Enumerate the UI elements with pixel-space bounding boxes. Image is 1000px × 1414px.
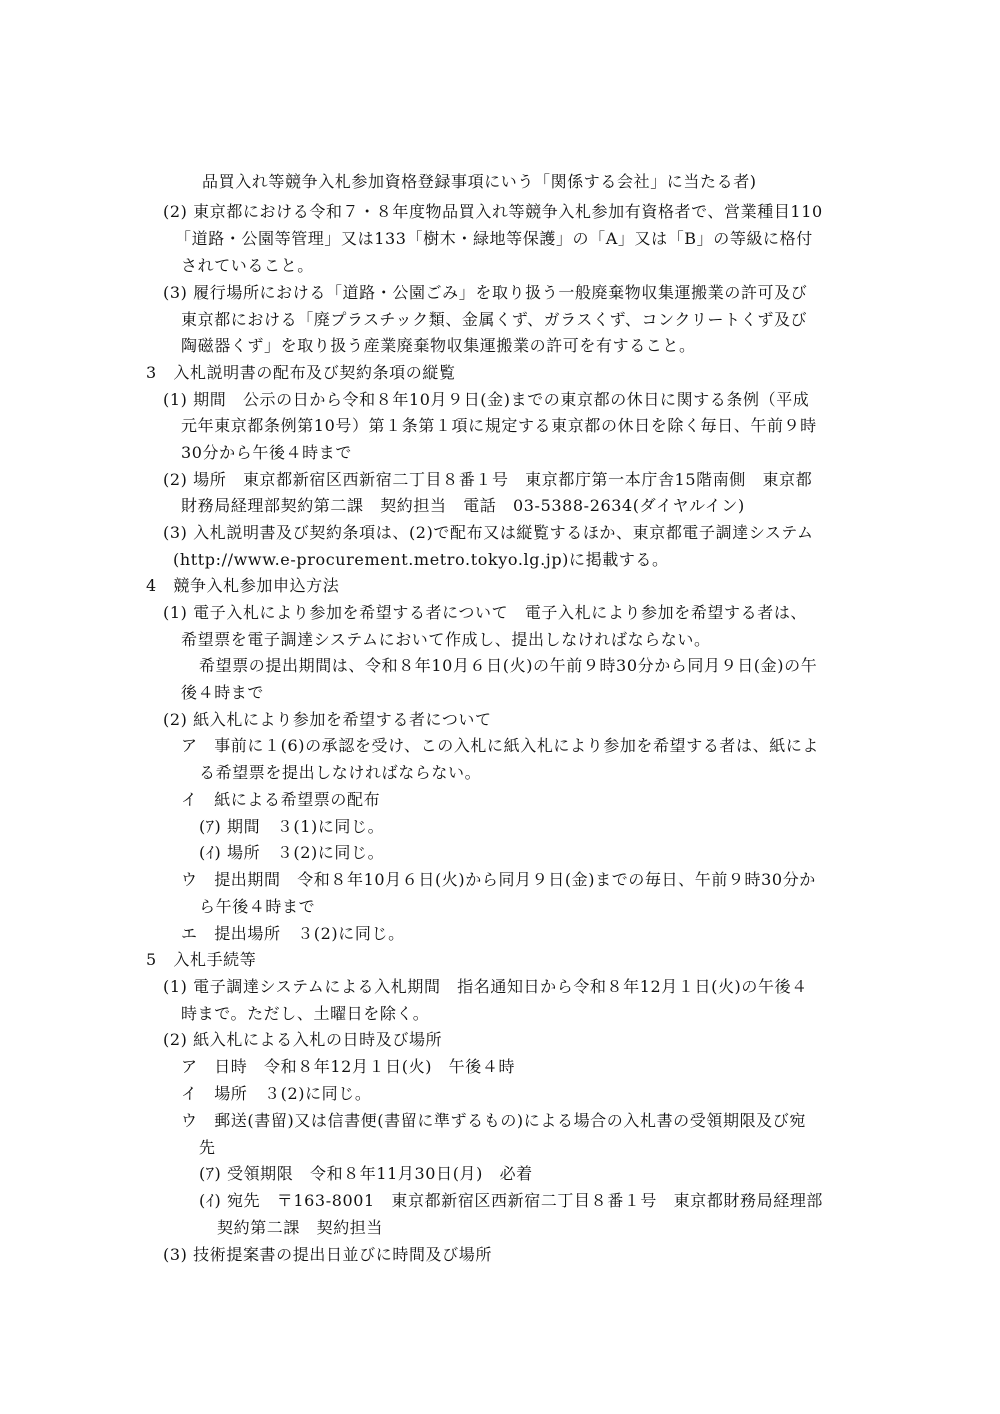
text-line: 「道路・公園等管理」又は133「樹木・緑地等保護」の「A」又は「B」の等級に格付 xyxy=(175,229,813,248)
text-line: 先 xyxy=(199,1138,216,1157)
text-line: (2) 紙入札による入札の日時及び場所 xyxy=(163,1030,443,1049)
text-line: 品買入れ等競争入札参加資格登録事項にいう「関係する会社」に当たる者) xyxy=(202,172,757,191)
text-line: 希望票を電子調達システムにおいて作成し、提出しなければならない。 xyxy=(181,630,711,649)
text-line: 30分から午後４時まで xyxy=(181,443,352,462)
section-heading: 5 入札手続等 xyxy=(146,950,257,969)
text-line: 時まで。ただし、土曜日を除く。 xyxy=(181,1004,430,1023)
text-line: 希望票の提出期間は、令和８年10月６日(火)の午前９時30分から同月９日(金)の午 xyxy=(199,656,818,675)
text-line: ウ 提出期間 令和８年10月６日(火)から同月９日(金)までの毎日、午前９時30分か xyxy=(181,870,816,889)
text-line: イ 紙による希望票の配布 xyxy=(181,790,381,809)
text-line: されていること。 xyxy=(181,256,314,275)
text-line: 後４時まで xyxy=(181,683,265,702)
text-line: (ｱ) 期間 ３(1)に同じ。 xyxy=(199,817,385,836)
text-line: エ 提出場所 ３(2)に同じ。 xyxy=(181,924,405,943)
text-line: る希望票を提出しなければならない。 xyxy=(199,763,482,782)
text-line: (ｱ) 受領期限 令和８年11月30日(月) 必着 xyxy=(199,1164,533,1183)
text-line: (3) 入札説明書及び契約条項は、(2)で配布又は縦覧するほか、東京都電子調達システム xyxy=(163,523,814,542)
text-line: 陶磁器くず」を取り扱う産業廃棄物収集運搬業の許可を有すること。 xyxy=(181,336,696,355)
text-line: (2) 場所 東京都新宿区西新宿二丁目８番１号 東京都庁第一本庁舎15階南側 東京都 xyxy=(163,470,813,489)
text-line: (1) 電子入札により参加を希望する者について 電子入札により参加を希望する者は、 xyxy=(163,603,808,622)
text-line: (ｲ) 宛先 〒163-8001 東京都新宿区西新宿二丁目８番１号 東京都財務局経理部 xyxy=(199,1191,824,1210)
text-line: 東京都における「廃プラスチック類、金属くず、ガラスくず、コンクリートくず及び xyxy=(181,310,808,329)
section-heading: 4 競争入札参加申込方法 xyxy=(146,576,340,595)
text-line: ウ 郵送(書留)又は信書便(書留に準ずるもの)による場合の入札書の受領期限及び宛 xyxy=(181,1111,806,1130)
text-line: ら午後４時まで xyxy=(199,897,316,916)
url-text: (http://www.e-procurement.metro.tokyo.lg.jp)に掲載する。 xyxy=(173,550,669,569)
text-line: (1) 電子調達システムによる入札期間 指名通知日から令和８年12月１日(火)の午後４ xyxy=(163,977,808,996)
text-line: ア 事前に１(6)の承認を受け、この入札に紙入札により参加を希望する者は、紙によ xyxy=(181,736,820,755)
text-line: (3) 技術提案書の提出日並びに時間及び場所 xyxy=(163,1245,492,1264)
text-line: 元年東京都条例第10号）第１条第１項に規定する東京都の休日を除く毎日、午前９時 xyxy=(181,416,817,435)
text-line: 契約第二課 契約担当 xyxy=(217,1218,384,1237)
section-heading: 3 入札説明書の配布及び契約条項の縦覧 xyxy=(146,363,456,382)
text-line: (2) 紙入札により参加を希望する者について xyxy=(163,710,492,729)
text-line: (ｲ) 場所 ３(2)に同じ。 xyxy=(199,843,385,862)
text-line: ア 日時 令和８年12月１日(火) 午後４時 xyxy=(181,1057,516,1076)
text-line: (3) 履行場所における「道路・公園ごみ」を取り扱う一般廃棄物収集運搬業の許可及び xyxy=(163,283,808,302)
text-line: (1) 期間 公示の日から令和８年10月９日(金)までの東京都の休日に関する条例（平成 xyxy=(163,390,810,409)
text-line: (2) 東京都における令和７・８年度物品買入れ等競争入札参加有資格者で、営業種目110 xyxy=(163,202,823,221)
text-line: 財務局経理部契約第二課 契約担当 電話 03-5388-2634(ダイヤルイン) xyxy=(181,496,745,515)
text-line: イ 場所 ３(2)に同じ。 xyxy=(181,1084,372,1103)
